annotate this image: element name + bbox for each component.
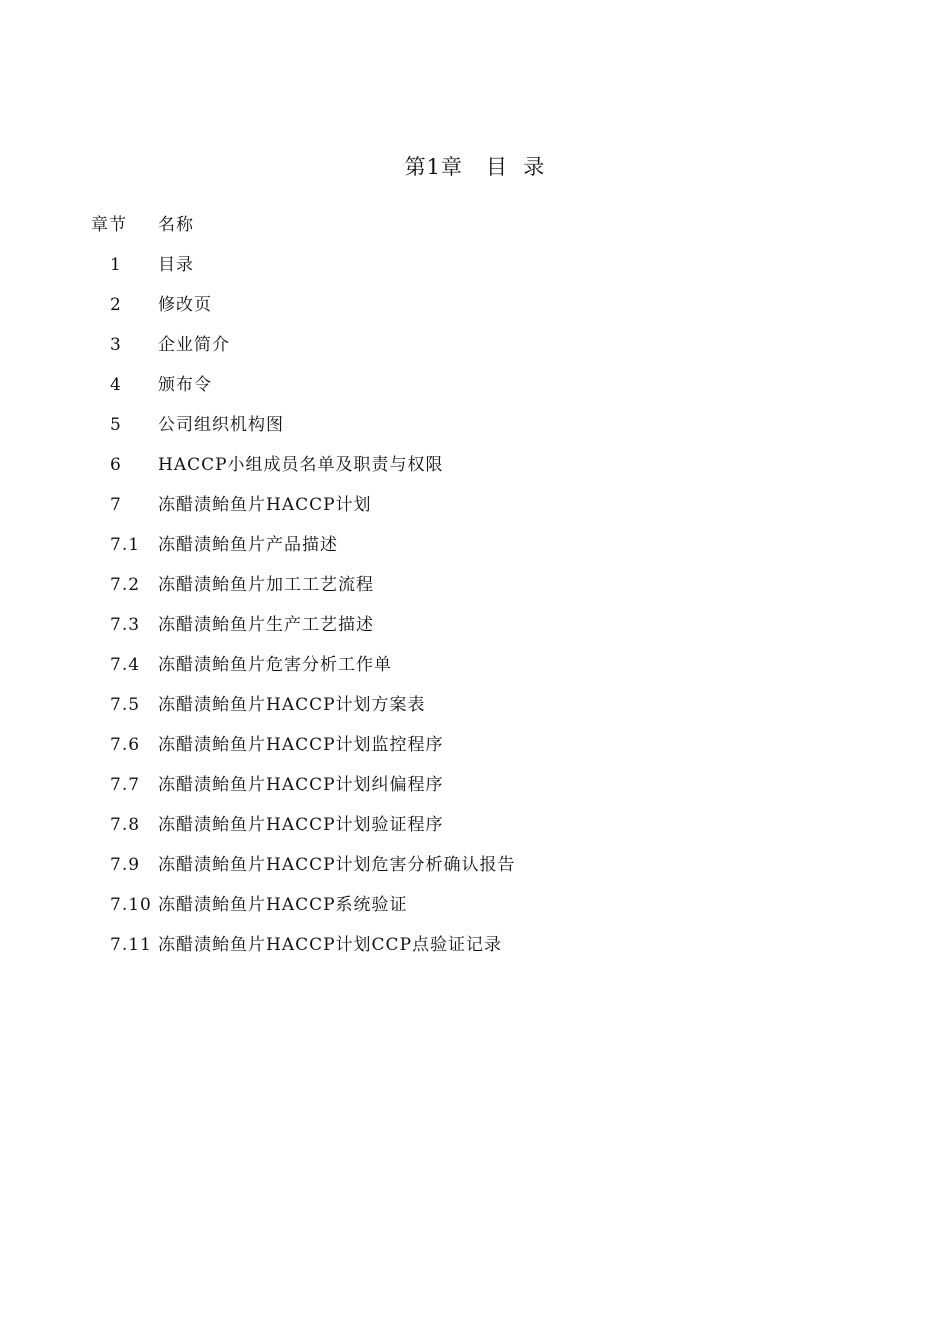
page-title: 第1章 目 录	[404, 155, 546, 179]
toc-entry-number: 7.10	[110, 895, 152, 915]
toc-entry-number: 7.7	[110, 775, 141, 795]
toc-entry-number: 3	[110, 335, 122, 355]
toc-entry-name: 冻醋渍鲐鱼片危害分析工作单	[158, 655, 392, 675]
toc-entry-name: 冻醋渍鲐鱼片加工工艺流程	[158, 575, 374, 595]
toc-entry-name: 冻醋渍鲐鱼片HACCP计划危害分析确认报告	[158, 855, 516, 875]
toc-entry-number: 7.5	[110, 695, 141, 715]
toc-entry	[0, 725, 950, 765]
toc-entry-number: 7.11	[110, 935, 152, 955]
toc-entry-number: 2	[110, 295, 122, 315]
toc-entry-number: 7.2	[110, 575, 141, 595]
toc-entry	[0, 645, 950, 685]
toc-entry	[0, 805, 950, 845]
toc-entry-name: 修改页	[158, 295, 212, 315]
chapter-column-header: 章节	[91, 215, 127, 235]
toc-entry	[0, 405, 950, 445]
toc-entry	[0, 885, 950, 925]
toc-entries	[0, 245, 950, 965]
toc-entry-name: 冻醋渍鲐鱼片产品描述	[158, 535, 338, 555]
toc-entry-number: 7.3	[110, 615, 141, 635]
toc-entry	[0, 325, 950, 365]
toc-entry-number: 7.4	[110, 655, 141, 675]
toc-entry-name: 冻醋渍鲐鱼片HACCP计划验证程序	[158, 815, 444, 835]
toc-entry-number: 5	[110, 415, 122, 435]
toc-entry	[0, 245, 950, 285]
toc-entry	[0, 525, 950, 565]
toc-entry-number: 7.6	[110, 735, 141, 755]
toc-entry	[0, 485, 950, 525]
toc-header	[0, 205, 950, 245]
toc-entry	[0, 925, 950, 965]
toc-entry	[0, 285, 950, 325]
toc-entry	[0, 845, 950, 885]
table-of-contents	[0, 205, 950, 965]
toc-entry	[0, 685, 950, 725]
toc-entry-name: 冻醋渍鲐鱼片HACCP计划CCP点验证记录	[158, 935, 503, 955]
toc-entry	[0, 365, 950, 405]
toc-entry-number: 7.9	[110, 855, 141, 875]
name-column-header: 名称	[158, 215, 194, 235]
toc-entry-name: HACCP小组成员名单及职责与权限	[158, 455, 444, 475]
toc-entry	[0, 605, 950, 645]
toc-entry-name: 冻醋渍鲐鱼片HACCP计划方案表	[158, 695, 426, 715]
toc-entry-number: 1	[110, 255, 122, 275]
toc-entry-name: 冻醋渍鲐鱼片HACCP计划纠偏程序	[158, 775, 444, 795]
toc-entry-name: 目录	[158, 255, 194, 275]
toc-entry-number: 7.8	[110, 815, 141, 835]
toc-entry-name: 企业简介	[158, 335, 230, 355]
toc-entry-number: 4	[110, 375, 122, 395]
toc-entry-name: 冻醋渍鲐鱼片生产工艺描述	[158, 615, 374, 635]
toc-entry	[0, 445, 950, 485]
toc-entry-number: 7	[110, 495, 122, 515]
toc-entry-name: 冻醋渍鲐鱼片HACCP计划	[158, 495, 372, 515]
toc-entry	[0, 765, 950, 805]
toc-entry-name: 公司组织机构图	[158, 415, 284, 435]
toc-entry-name: 冻醋渍鲐鱼片HACCP计划监控程序	[158, 735, 444, 755]
toc-entry-number: 6	[110, 455, 122, 475]
toc-entry-name: 冻醋渍鲐鱼片HACCP系统验证	[158, 895, 408, 915]
toc-entry	[0, 565, 950, 605]
toc-entry-name: 颁布令	[158, 375, 212, 395]
toc-entry-number: 7.1	[110, 535, 141, 555]
